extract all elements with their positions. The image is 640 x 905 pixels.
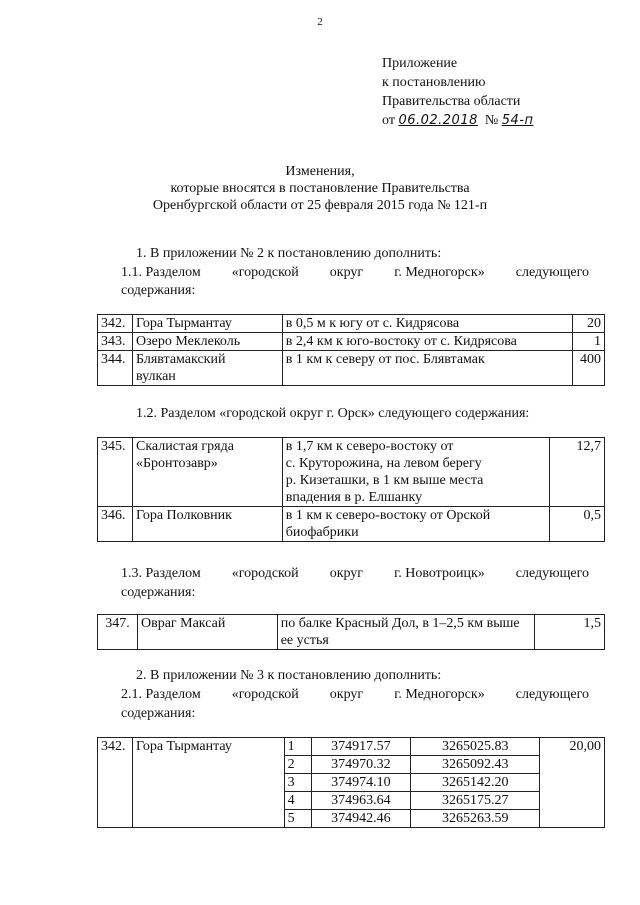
point-index: 2 [284,756,311,774]
point-index: 1 [284,738,311,756]
word: 1.3. Разделом [121,566,201,581]
word: округ [329,566,364,581]
appendix-line-1: Приложение [382,56,458,71]
point-x: 374963.64 [311,792,411,810]
point-index: 3 [284,774,311,792]
table-row [98,351,605,386]
word: следующего [515,265,589,280]
section-2-1-heading [121,686,589,703]
object-area: 20 [572,315,604,333]
point-y: 3265263.59 [411,810,540,828]
point-y: 3265025.83 [411,738,540,756]
table-3 [97,614,605,650]
object-name: Гора Тырмантау [132,738,284,828]
appendix-header [382,54,533,130]
date-prefix: от [382,113,395,128]
point-x: 374974.10 [311,774,411,792]
point-x: 374942.46 [311,810,411,828]
appendix-line-2: к постановлению [382,75,486,90]
title-line-3: Оренбургской области от 25 февраля 2015 года № 121-п [152,198,488,213]
point-x: 374917.57 [311,738,411,756]
table-row [98,315,605,333]
word: 1.1. Разделом [121,265,201,280]
table-2 [97,437,605,542]
row-number: 346. [98,507,133,542]
object-name: Озеро Меклеколь [132,333,282,351]
document-title [0,163,640,214]
object-name: Блявтамакский вулкан [132,351,282,386]
section-1-1-heading [121,264,589,281]
point-index: 4 [284,792,311,810]
point-y: 3265092.43 [411,756,540,774]
table-row [98,615,605,650]
object-area: 20,00 [540,738,605,828]
object-area: 0,5 [550,507,605,542]
point-y: 3265142.20 [411,774,540,792]
point-index: 5 [284,810,311,828]
table-row [98,333,605,351]
table-row [98,438,605,507]
object-location: в 1,7 км к северо-востоку от с. Круторожина, на левом берегу р. Кизеташки, в 1 км выше места впадения в р. Елшанку [282,438,549,507]
page-number: 2 [317,16,323,28]
object-area: 400 [572,351,604,386]
table-4 [97,737,605,828]
handwritten-date: 06.02.2018 [398,113,478,128]
object-name: Гора Полковник [132,507,282,542]
section-1-3-heading [121,565,589,582]
object-location: в 0,5 м к югу от с. Кидрясова [282,315,572,333]
object-area: 12,7 [550,438,605,507]
row-number: 344. [98,351,133,386]
title-line-2: которые вносятся в постановление Правительства [170,181,470,196]
appendix-line-3: Правительства области [382,94,521,109]
row-number: 342. [98,738,133,828]
table-row [98,507,605,542]
object-name: Скалистая гряда «Бронтозавр» [132,438,282,507]
number-prefix: № [484,113,499,128]
point-y: 3265175.27 [411,792,540,810]
title-line-1: Изменения, [285,164,355,179]
word: г. Медногорск» [394,265,485,280]
object-area: 1,5 [535,615,605,650]
row-number: 342. [98,315,133,333]
row-number: 343. [98,333,133,351]
word: округ [329,687,364,702]
word: г. Медногорск» [394,687,485,702]
table-row [98,738,605,756]
point-x: 374970.32 [311,756,411,774]
word: следующего [515,566,589,581]
word: следующего [515,687,589,702]
word: г. Новотроицк» [394,566,485,581]
word: 2.1. Разделом [121,687,201,702]
object-location: по балке Красный Дол, в 1–2,5 км выше ее устья [277,615,534,650]
section-2-heading: 2. В приложении № 3 к постановлению дополнить: [136,668,442,683]
object-name: Гора Тырмантау [132,315,282,333]
word: «городской [231,687,299,702]
word: округ [329,265,364,280]
row-number: 345. [98,438,133,507]
section-1-1-cont: содержания: [121,283,196,298]
section-1-3-cont: содержания: [121,585,196,600]
object-name: Овраг Максай [137,615,277,650]
section-1-2-heading: 1.2. Разделом «городской округ г. Орск» следующего содержания: [136,406,530,421]
handwritten-number: 54-п [501,113,534,128]
object-area: 1 [572,333,604,351]
section-2-1-cont: содержания: [121,706,196,721]
word: «городской [231,265,299,280]
object-location: в 2,4 км к юго-востоку от с. Кидрясова [282,333,572,351]
word: «городской [231,566,299,581]
row-number: 347. [98,615,138,650]
table-1 [97,314,605,386]
appendix-date-line [382,111,533,130]
section-1-heading: 1. В приложении № 2 к постановлению дополнить: [136,246,442,261]
object-location: в 1 км к северо-востоку от Орской биофабрики [282,507,549,542]
object-location: в 1 км к северу от пос. Блявтамак [282,351,572,386]
